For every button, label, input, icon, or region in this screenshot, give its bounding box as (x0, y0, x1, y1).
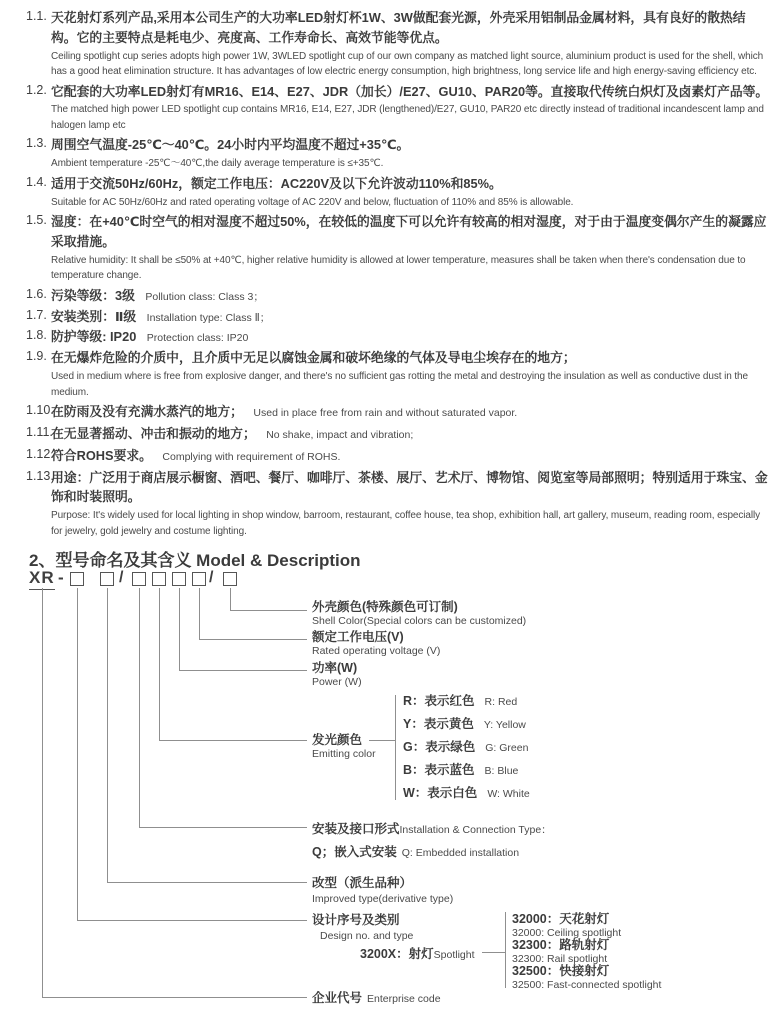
connector-line (139, 588, 140, 827)
connector-line (230, 588, 231, 610)
chinese-text: 企业代号 (312, 991, 363, 1005)
connector-line (369, 740, 395, 741)
item-number: 1.2. (26, 82, 47, 97)
connector-line (42, 997, 307, 998)
spec-item (0, 402, 770, 422)
chinese-text: Y：表示黄色 (403, 717, 474, 731)
model-code-dash: - (58, 568, 64, 587)
connector-line (107, 588, 108, 882)
connector-line (179, 588, 180, 670)
connector-line (199, 588, 200, 639)
spotlight-type-row (512, 964, 661, 992)
spec-item (0, 348, 770, 400)
spotlight-type-row (512, 938, 609, 966)
chinese-text: 在无爆炸危险的介质中，且介质中无足以腐蚀金属和破坏绝缘的气体及导电尘埃存在的地方； (51, 350, 576, 366)
connector-line (179, 670, 307, 671)
english-text: Relative humidity: It shall be ≤50% at +40℃, higher relative humidity is allowed at lower temperature, measures shall be taken when there's condensation due to temperature change. (51, 254, 746, 282)
english-text: Design no. and type (320, 930, 414, 942)
item-number: 1.7. (26, 307, 47, 322)
english-text: Enterprise code (367, 993, 441, 1005)
model-code-box (132, 572, 146, 586)
spec-item (0, 424, 770, 444)
spec-item (0, 446, 770, 466)
english-text: Y: Yellow (483, 719, 526, 731)
spec-item (0, 327, 770, 347)
item-number: 1.6. (26, 286, 47, 301)
type-bracket-line (505, 912, 506, 988)
color-option-row (403, 784, 530, 802)
emitting-color-label (312, 733, 376, 761)
spec-item (0, 174, 770, 210)
english-text: G: Green (485, 742, 529, 754)
connector-line (199, 639, 307, 640)
item-number: 1.11. (26, 424, 53, 439)
chinese-text: 发光颜色 (312, 733, 363, 747)
shell-color-label (312, 600, 526, 628)
chinese-text: 周围空气温度-25℃～40℃。24小时内平均温度不超过+35℃。 (51, 137, 410, 153)
english-text: Spotlight (433, 949, 475, 961)
chinese-text: W：表示白色 (403, 786, 478, 800)
chinese-text: 功率(W) (312, 661, 358, 675)
rated-voltage-label (312, 630, 440, 658)
english-text: 32000: Ceiling spotlight (512, 927, 622, 939)
chinese-text: 额定工作电压(V) (312, 630, 404, 644)
power-label (312, 661, 362, 689)
connector-line (159, 740, 307, 741)
color-option-row (403, 692, 517, 710)
model-description-diagram (0, 528, 780, 1016)
chinese-text: 改型（派生品种） (312, 876, 413, 890)
english-text: The matched high power LED spotlight cup contains MR16, E14, E27, JDR (lengthened)/E27, GU10, PAR20 etc directly instead of traditional incandescent lamp and halogen lamp etc (51, 104, 764, 131)
item-number: 1.12. (26, 446, 54, 461)
english-text: Shell Color(Special colors can be customized) (312, 615, 527, 627)
english-text: Improved type(derivative type) (312, 893, 454, 905)
english-text: Used in medium where is free from explosive danger, and there's no sufficient gas rotting the metal and destroying the insulation as well as conductive dust in the medium. (51, 371, 748, 398)
installation-type-label (312, 820, 552, 861)
chinese-text: 防护等级: IP20 (51, 329, 137, 345)
spec-item (0, 212, 770, 284)
english-text: Purpose: It's widely used for local lighting in shop window, barroom, restaurant, coffee house, tea shop, exhibition hall, art gallery, museum, reading room, especially for jewelry, gold jewelry and costume lighting. (51, 510, 761, 537)
chinese-text: 32300：路轨射灯 (512, 938, 610, 952)
chinese-text: 天花射灯系列产品,采用本公司生产的大功率LED射灯杯1W、3W做配套光源，外壳采用铝制品金属材料，具有良好的散热结构。它的主要特点是耗电少、亮度高、工作寿命长、高效节能等优点。 (51, 10, 746, 45)
chinese-text: B：表示蓝色 (403, 763, 475, 777)
chinese-text: 安装及接口形式 (312, 822, 400, 836)
english-text: Pollution class: Class 3； (145, 290, 264, 303)
item-number: 1.5. (26, 213, 47, 228)
english-text: Used in place free from rain and without saturated vapor. (253, 407, 518, 420)
english-text: No shake, impact and vibration; (266, 428, 414, 441)
english-text: 32300: Rail spotlight (512, 953, 608, 965)
spec-item (0, 307, 770, 327)
chinese-text: 湿度：在+40℃时空气的相对湿度不超过50%，在较低的温度下可以允许有较高的相对湿度，对于由于温度变偶尔产生的凝露应采取措施。 (51, 214, 767, 249)
model-code-box (70, 572, 84, 586)
connector-line (77, 588, 78, 920)
item-number: 1.8. (26, 328, 47, 343)
enterprise-code-label (312, 989, 441, 1007)
model-code-box (223, 572, 237, 586)
model-code-slash: / (119, 569, 124, 586)
chinese-text: R：表示红色 (403, 694, 475, 708)
chinese-text: 32500：快接射灯 (512, 964, 610, 978)
connector-line (159, 588, 160, 740)
english-text: W: White (487, 788, 530, 800)
chinese-text: 在防雨及没有充满水蒸汽的地方； (51, 404, 243, 420)
item-number: 1.4. (26, 174, 47, 189)
english-text: Emitting color (312, 748, 376, 760)
connector-line (77, 920, 307, 921)
model-code-box (192, 572, 206, 586)
english-text: Suitable for AC 50Hz/60Hz and rated operating voltage of AC 220V and below, fluctuation of 110% and 85% is allowable. (51, 196, 574, 208)
chinese-text: 安装类别：Ⅱ级 (51, 308, 137, 324)
item-number: 1.9. (26, 349, 47, 364)
model-code-box (152, 572, 166, 586)
chinese-text: 符合ROHS要求。 (51, 447, 152, 463)
english-text: Complying with requirement of ROHS. (162, 450, 341, 463)
connector-line (230, 610, 307, 611)
spotlight-series-label (360, 945, 475, 963)
english-text: Installation type: Class Ⅱ； (146, 311, 271, 324)
connector-line (107, 882, 307, 883)
model-code-prefix: XR (29, 568, 55, 590)
spec-item (0, 8, 770, 80)
spec-item (0, 82, 770, 134)
spotlight-type-row (512, 912, 621, 940)
section-title: 2、型号命名及其含义 Model & Description (29, 551, 361, 571)
item-number: 1.1. (26, 9, 47, 23)
color-bracket-line (395, 695, 396, 800)
color-option-row (403, 738, 528, 756)
chinese-text: 在无显著摇动、冲击和振动的地方； (51, 425, 256, 441)
chinese-text: 设计序号及类别 (312, 913, 400, 927)
chinese-text: 它配套的大功率LED射灯有MR16、E14、E27、JDR（加长）/E27、GU10、PAR20等。直接取代传统白炽灯及卤素灯产品等。 (51, 83, 769, 99)
color-option-row (403, 761, 518, 779)
item-number: 1.10. (26, 403, 54, 418)
english-text: R: Red (484, 696, 518, 708)
english-text: Power (W) (312, 676, 362, 688)
design-no-label (312, 913, 413, 943)
model-code-box (172, 572, 186, 586)
model-code-slash: / (209, 569, 214, 586)
item-number: 1.3. (26, 136, 47, 151)
english-text: Ambient temperature -25℃～40℃,the daily average temperature is ≤+35℃. (51, 158, 384, 170)
english-text: B: Blue (484, 765, 519, 777)
chinese-text: 3200X：射灯 (360, 947, 434, 961)
chinese-text: G：表示绿色 (403, 740, 476, 754)
english-text: 32500: Fast-connected spotlight (512, 979, 662, 991)
english-text: Protection class: IP20 (146, 332, 249, 345)
chinese-text: 适用于交流50Hz/60Hz，额定工作电压：AC220V及以下允许波动110%和85%。 (51, 175, 502, 191)
model-code-box (100, 572, 114, 586)
spec-item (0, 286, 770, 306)
english-text: Rated operating voltage (V) (312, 645, 441, 657)
improved-type-label (312, 876, 453, 906)
chinese-text: Q；嵌入式安装 (312, 845, 397, 859)
spec-item (0, 135, 770, 171)
connector-line (42, 588, 43, 997)
connector-line (139, 827, 307, 828)
english-text: Installation & Connection Type： (399, 824, 552, 836)
item-number: 1.13. (26, 468, 54, 483)
chinese-text: 32000：天花射灯 (512, 912, 610, 926)
chinese-text: 污染等级：3级 (51, 287, 135, 303)
chinese-text: 外壳颜色(特殊颜色可订制) (312, 600, 458, 614)
color-option-row (403, 715, 526, 733)
english-text: Q: Embedded installation (401, 847, 520, 859)
english-text: Ceiling spotlight cup series adopts high power 1W, 3WLED spotlight cup of our own company as matched light source, aluminium product is used for the shell, which has a good heat elimination structure. It has advantages of low electric energy consumption, high brightness, long service life and high energy-saving efficiency etc. (51, 50, 764, 78)
connector-line (482, 952, 505, 953)
chinese-text: 用途：广泛用于商店展示橱窗、酒吧、餐厅、咖啡厅、茶楼、展厅、艺术厅、博物馆、阅览室等局部照明；特别适用于珠宝、金饰和时装照明。 (51, 469, 768, 505)
